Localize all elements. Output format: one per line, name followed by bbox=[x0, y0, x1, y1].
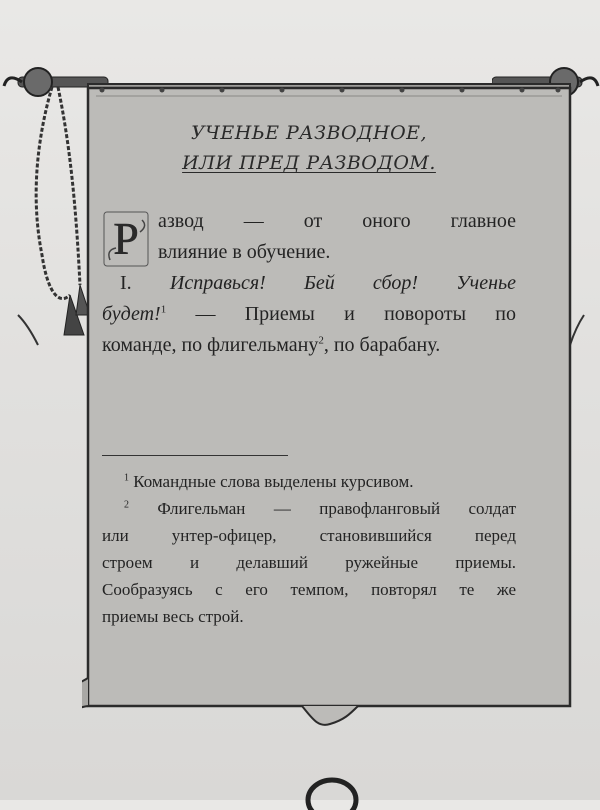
footnote-2-line-3: строем и делавший ружейные приемы. bbox=[102, 553, 516, 572]
p1-word-razvod: азвод bbox=[158, 210, 204, 232]
footnote-2-text-1: Флигельман — правофланговый солдат bbox=[157, 499, 517, 518]
p2-text-line-3a: команде, по флигельману bbox=[102, 334, 319, 356]
paragraph-2-line-3 bbox=[102, 330, 516, 361]
footnote-2-line-5: приемы весь строй. bbox=[102, 607, 244, 626]
bottom-page-ornament bbox=[302, 770, 362, 810]
footnote-2-line-4: Сообразуясь с его темпом, повторял те же bbox=[102, 580, 516, 599]
chapter-title-line-2: ИЛИ ПРЕД РАЗВОДОМ. bbox=[182, 152, 436, 174]
chapter-title-line-1: УЧЕНЬЕ РАЗВОДНОЕ, bbox=[190, 122, 428, 144]
footnotes bbox=[102, 468, 516, 630]
paragraph-2-line-2 bbox=[102, 299, 516, 330]
p2-italic-command-2: будет! bbox=[102, 303, 161, 325]
footnote-2-line-2: или унтер-офицер, становившийся перед bbox=[102, 526, 516, 545]
footnote-1 bbox=[102, 468, 516, 495]
footnote-2-number: 2 bbox=[124, 499, 129, 511]
drop-cap-letter: Р bbox=[113, 213, 139, 264]
paragraph-1 bbox=[102, 206, 516, 268]
paragraph-1-line-1 bbox=[158, 206, 516, 237]
p1-dash: — bbox=[243, 210, 264, 232]
p1-word-onogo: оного bbox=[362, 210, 411, 232]
footnote-ref-1: 1 bbox=[160, 303, 167, 316]
p1-word-ot: от bbox=[303, 210, 323, 232]
p2-roman-numeral: I. bbox=[120, 272, 132, 294]
p1-word-glavnoe: главное bbox=[450, 210, 516, 232]
paragraph-2-line-1 bbox=[102, 268, 516, 299]
footnote-2-line-1 bbox=[102, 495, 516, 522]
p2-text-line-2: — Приемы и повороты по bbox=[166, 303, 516, 325]
footnote-1-number: 1 bbox=[124, 472, 129, 484]
paragraph-1-line-2: влияние в обучение. bbox=[158, 241, 331, 263]
footnote-1-text: Командные слова выделены курсивом. bbox=[133, 472, 414, 491]
drop-cap-ornament bbox=[102, 210, 150, 268]
footnote-separator bbox=[102, 455, 288, 456]
chapter-title bbox=[102, 118, 516, 178]
p2-text-line-3b: , по барабану. bbox=[323, 334, 441, 356]
scroll-text-block bbox=[102, 108, 516, 630]
footnote-ref-2: 2 bbox=[318, 334, 324, 347]
paragraph-2 bbox=[102, 268, 516, 361]
p2-italic-command-1: Исправься! Бей сбор! Ученье bbox=[169, 272, 516, 294]
